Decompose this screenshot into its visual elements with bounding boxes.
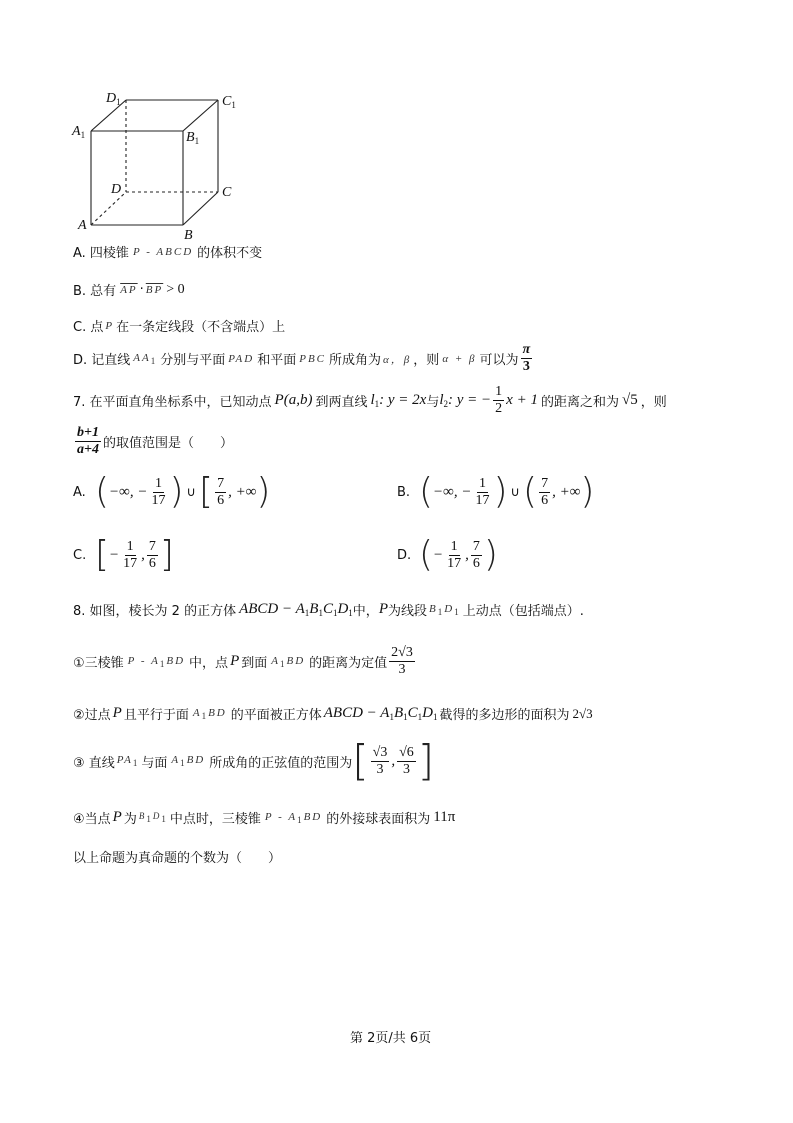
q7-stem-text-5: ，则 bbox=[640, 395, 667, 410]
q8-statement-3: ③ 直线 $PA_1$ 与面 $A_1BD$ 所成角的正弦值的范围为 [ $\frac{√3}{3}$ , $\frac{√6}{3}$ ] bbox=[73, 736, 435, 785]
q8-s4-prefix: ④当点 bbox=[73, 812, 111, 827]
q7-stem-text-1: 7. 在平面直角坐标系中，已知动点 bbox=[73, 395, 272, 410]
line-l1-equation: : y = 2x bbox=[379, 392, 427, 408]
q7-option-a: A. ( −∞, − $\frac{1}{17}$ ) ∪ [ $\frac{7}{6}$ , +∞ ) bbox=[73, 471, 271, 512]
fraction-1-17: $\frac{1}{17}$ bbox=[123, 538, 138, 571]
fraction-one-half: $\frac{1}{2}$ bbox=[495, 384, 503, 416]
fraction-1-17: $\frac{1}{17}$ bbox=[447, 538, 462, 571]
surface-area-value: 11π bbox=[433, 809, 456, 825]
q8-s1-prefix: ①三棱锥 bbox=[73, 656, 124, 671]
fraction-sqrt3-over-3: $\frac{√3}{3}$ bbox=[372, 744, 388, 777]
q7-option-a-right: , +∞ bbox=[228, 483, 257, 500]
q7-option-d: D. ( − $\frac{1}{17}$ , $\frac{7}{6}$ ) bbox=[397, 534, 498, 575]
q8-s3-prefix: ③ 直线 bbox=[73, 755, 115, 771]
q6-option-d-text-4: ，则 bbox=[413, 353, 440, 368]
q7-stem-text-3: 与 bbox=[426, 395, 440, 410]
vertex-a1-label: $A_1$ bbox=[72, 124, 86, 140]
q8-s4-text-1: 为 bbox=[123, 812, 137, 827]
q8-s4-text-2: 中点时，三棱锥 bbox=[169, 812, 261, 827]
fraction-1-17: $\frac{1}{17}$ bbox=[475, 475, 490, 508]
q7-option-b: B. ( −∞, − $\frac{1}{17}$ ) ∪ ( $\frac{7}{6}$ , +∞ ) bbox=[397, 471, 595, 512]
q7-option-a-left: −∞, − bbox=[109, 483, 148, 500]
q8-stem-text-4: 上动点（包括端点）. bbox=[462, 604, 584, 619]
cube-figure bbox=[70, 85, 250, 240]
q7-option-c-label: C. bbox=[73, 547, 87, 563]
area-value: 2√3 bbox=[572, 705, 593, 721]
q8-statement-1: ①三棱锥 P - $A_1BD$ 中，点 P 到面 $A_1BD$ 的距离为定值 $\frac{2√3}{3}$ bbox=[73, 645, 413, 677]
q6-option-b-prefix: B. 总有 bbox=[73, 284, 117, 299]
edge-bc bbox=[183, 192, 218, 225]
q7-stem-line-1: 7. 在平面直角坐标系中，已知动点 P(a,b) 到两直线 $l_1$ : y = 2x 与 $l_2$ : y = − $\frac{1}{2}$ x + 1 的距离之和为 √5 ，则 bbox=[73, 384, 667, 416]
q8-stem-text-3: 为线段 bbox=[387, 604, 427, 619]
vertex-d-label: D bbox=[111, 182, 122, 197]
edge-b1c1 bbox=[183, 100, 218, 131]
q7-stem-line-2 bbox=[73, 425, 233, 458]
q6-option-c-suffix: 在一条定线段（不含端点）上 bbox=[116, 320, 286, 335]
q6-option-d: D. 记直线 $AA_1$ 分别与平面 PAD 和平面 PBC 所成角为 α，β ，则 α + β 可以为 $\frac{\pi}{3}$ bbox=[73, 342, 531, 374]
q7-option-b-left: −∞, − bbox=[433, 483, 472, 500]
fraction-sqrt6-over-3: $\frac{√6}{3}$ bbox=[399, 744, 414, 777]
point-p: P bbox=[105, 319, 115, 332]
q6-option-d-text-3: 所成角为 bbox=[329, 353, 382, 368]
q7-stem-text-2: 到两直线 bbox=[315, 395, 368, 410]
q8-stem-text-2: 中， bbox=[352, 604, 379, 619]
q6-option-a-prefix: A. 四棱锥 bbox=[73, 246, 129, 261]
line-aa1: AA bbox=[133, 351, 151, 364]
q6-option-b-suffix: > 0 bbox=[166, 281, 185, 297]
fraction-7-6: $\frac{7}{6}$ bbox=[472, 538, 480, 571]
vertex-d1-label: $D_1$ bbox=[106, 91, 121, 107]
fraction-7-6: $\frac{7}{6}$ bbox=[217, 475, 225, 508]
q7-option-c: C. [ − $\frac{1}{17}$ , $\frac{7}{6}$ ] bbox=[73, 534, 174, 575]
expression-b1-over-a4: $\frac{b+1}{a+4}$ bbox=[77, 425, 99, 457]
point-p: P bbox=[112, 705, 122, 721]
q8-stem: 8. 如图，棱长为 2 的正方体 ABCD − $A_1B_1C_1D_1$ 中， P 为线段 $B_1D_1$ 上动点（包括端点）. bbox=[73, 601, 584, 619]
line-l1: l bbox=[370, 392, 375, 408]
page-number: 第 2页/共 6页 bbox=[350, 1031, 432, 1046]
vertex-c1-label: $C_1$ bbox=[222, 94, 236, 110]
q8-stem-text-1: 8. 如图，棱长为 2 的正方体 bbox=[73, 604, 237, 619]
dot-operator: · bbox=[139, 282, 144, 297]
q8-s2-text-3: 截得的多边形的面积为 bbox=[439, 708, 570, 723]
minus-sign: − bbox=[109, 546, 120, 563]
fraction-pi-over-3: $\frac{\pi}{3}$ bbox=[522, 342, 531, 374]
line-l2-equation-pre: : y = − bbox=[448, 392, 492, 408]
plane-pad: PAD bbox=[228, 352, 255, 365]
q6-option-d-text-2: 和平面 bbox=[257, 353, 297, 368]
line-l2-equation-post: x + 1 bbox=[506, 392, 538, 408]
q8-s3-text-1: 与面 bbox=[141, 755, 168, 771]
point-p: P bbox=[378, 601, 388, 617]
q8-s4-text-3: 的外接球表面积为 bbox=[326, 812, 431, 827]
q7-option-d-label: D. bbox=[397, 547, 412, 563]
q6-option-d-prefix: D. 记直线 bbox=[73, 353, 131, 368]
q8-s1-text-2: 到面 bbox=[241, 656, 268, 671]
line-l2: l bbox=[439, 392, 444, 408]
q8-s3-text-2: 所成角的正弦值的范围为 bbox=[209, 755, 353, 771]
q6-option-b bbox=[73, 280, 185, 299]
q7-option-a-label: A. bbox=[73, 484, 86, 500]
q6-option-c bbox=[73, 316, 285, 335]
minus-sign: − bbox=[433, 546, 444, 563]
q8-s1-text-1: 中，点 bbox=[189, 656, 229, 671]
angle-sum: α + β bbox=[442, 352, 477, 365]
angles-alpha-beta: α，β bbox=[383, 353, 412, 366]
q8-s2-text-2: 的平面被正方体 bbox=[230, 708, 322, 723]
point-p-ab: P(a,b) bbox=[274, 392, 313, 408]
q8-s2-prefix: ②过点 bbox=[73, 708, 111, 723]
vector-bp: $\overline{BP}$ bbox=[145, 283, 164, 296]
fraction-7-6: $\frac{7}{6}$ bbox=[148, 538, 156, 571]
q8-question-end: 以上命题为真命题的个数为（ ） bbox=[73, 851, 282, 866]
q8-statement-2: ②过点 P 且平行于面 $A_1BD$ 的平面被正方体 ABCD − $A_1B_1C_1D_1$ 截得的多边形的面积为 2√3 bbox=[73, 705, 593, 723]
union-symbol: ∪ bbox=[510, 484, 521, 500]
q6-option-a-math: P - ABCD bbox=[132, 245, 194, 258]
vertex-b1-label: $B_1$ bbox=[186, 130, 200, 146]
q7-option-b-right: , +∞ bbox=[552, 483, 581, 500]
point-p: P bbox=[112, 809, 122, 825]
q7-option-b-label: B. bbox=[397, 484, 411, 500]
q8-s1-text-3: 的距离为定值 bbox=[309, 656, 388, 671]
point-p: P bbox=[230, 653, 240, 669]
distance-sqrt5: √5 bbox=[621, 392, 638, 408]
vertex-c-label: C bbox=[222, 185, 232, 200]
fraction-2sqrt3-over-3: $\frac{2√3}{3}$ bbox=[391, 645, 413, 677]
vector-ap: $\overline{AP}$ bbox=[120, 283, 138, 296]
q6-option-d-text-5: 可以为 bbox=[479, 353, 519, 368]
q7-stem-text-6: 的取值范围是（ ） bbox=[102, 436, 233, 451]
q6-option-a bbox=[73, 242, 262, 261]
q8-s2-text-1: 且平行于面 bbox=[123, 708, 189, 723]
q6-option-a-suffix: 的体积不变 bbox=[197, 246, 263, 261]
vertex-a-label: A bbox=[78, 218, 87, 233]
union-symbol: ∪ bbox=[186, 484, 197, 500]
fraction-7-6: $\frac{7}{6}$ bbox=[541, 475, 549, 508]
q8-statement-4: ④当点 P 为 $B_1D_1$ 中点时，三棱锥 P - $A_1BD$ 的外接球表面积为 11π bbox=[73, 809, 456, 827]
plane-pbc: PBC bbox=[299, 352, 327, 365]
fraction-1-17: $\frac{1}{17}$ bbox=[151, 475, 166, 508]
q7-stem-text-4: 的距离之和为 bbox=[540, 395, 619, 410]
vertex-b-label: B bbox=[184, 228, 193, 240]
q6-option-d-text-1: 分别与平面 bbox=[160, 353, 226, 368]
q6-option-c-prefix: C. 点 bbox=[73, 320, 104, 335]
